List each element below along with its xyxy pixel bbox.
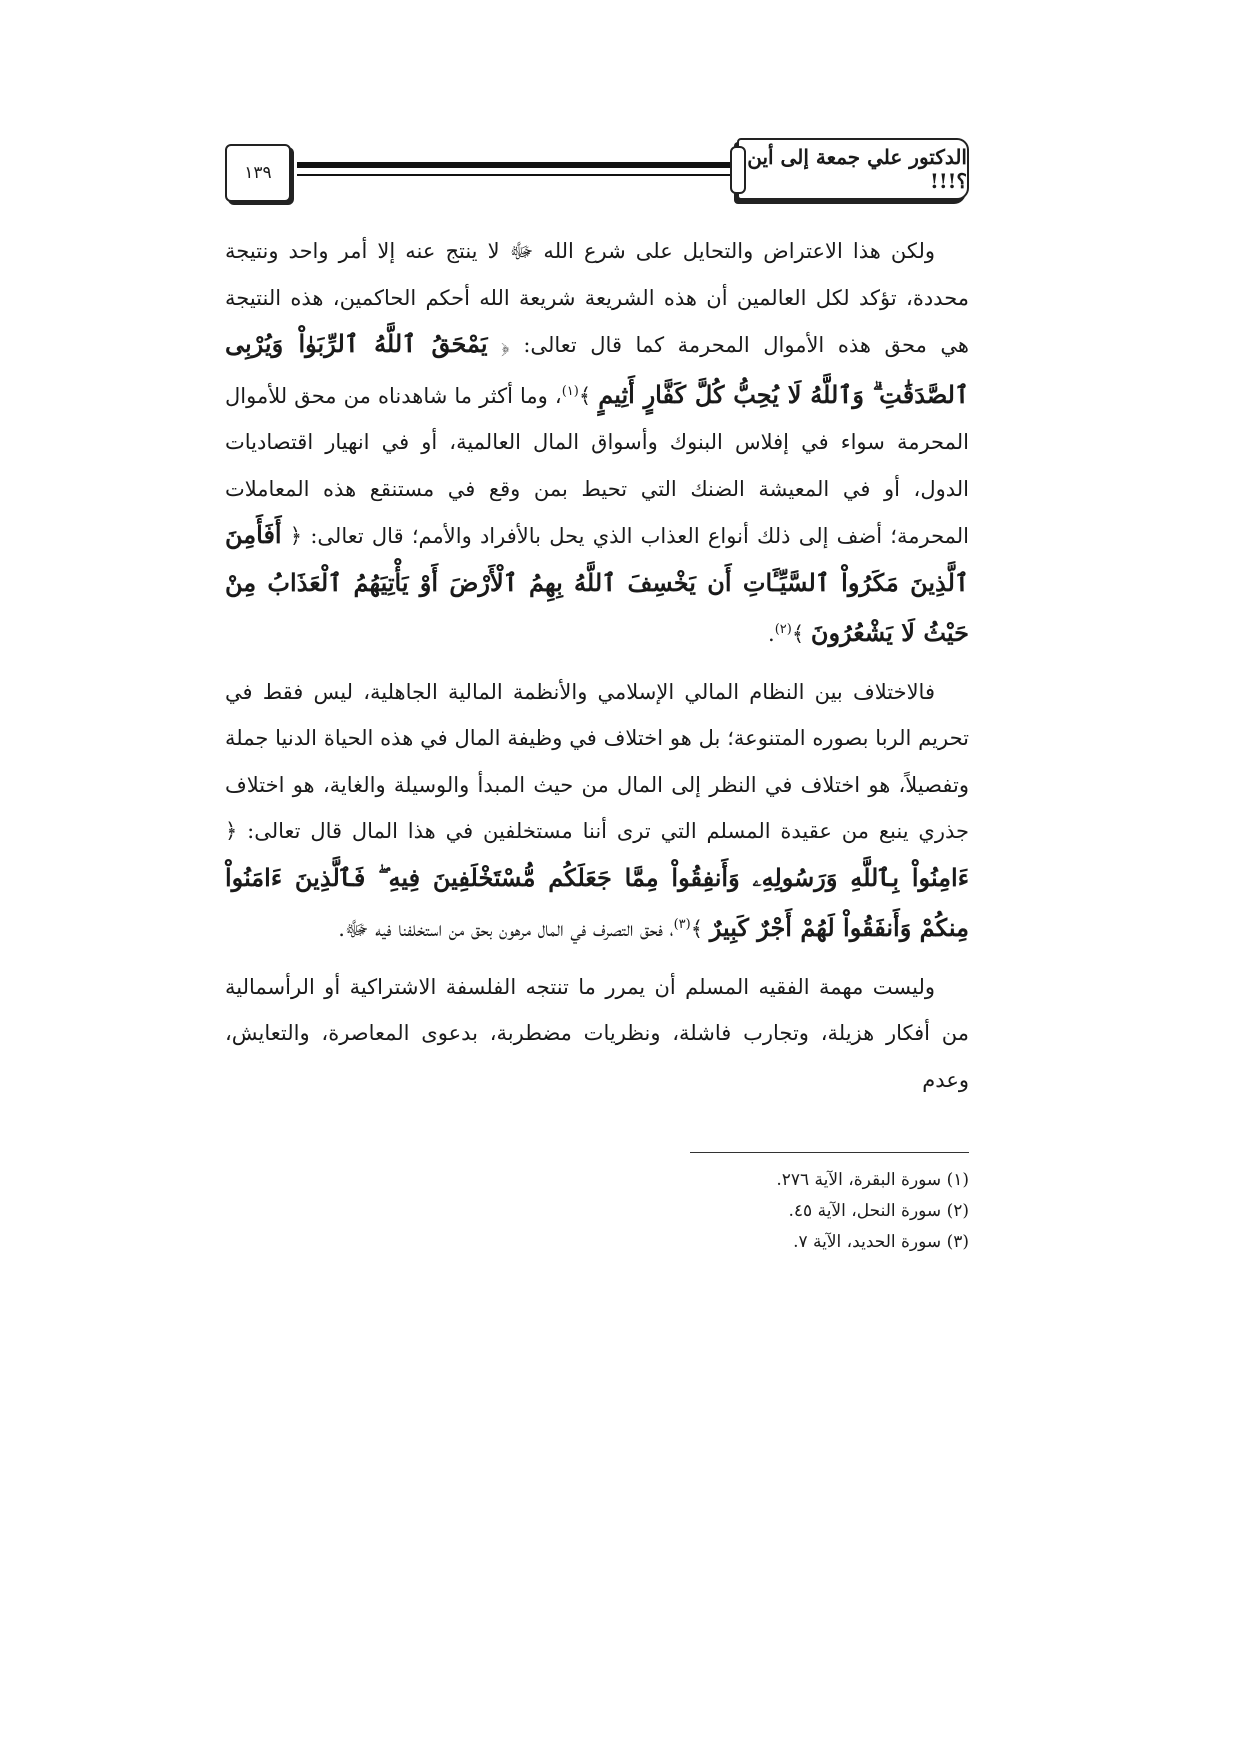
footnote-2: (٢) سورة النحل، الآية ٤٥. xyxy=(788,1201,969,1221)
paragraph-text: ولكن هذا الاعتراض والتحايل على شرع الله ﷻ لا ينتج عنه إلا أمر واحد ونتيجة محددة، تؤكد لكل العالمين أن هذه الشريعة شريعة الله أحكم الحاكمين، هذه النتيجة هي محق هذه الأموال المحرمة كما قال تعالى: ﴿ xyxy=(225,239,969,357)
paragraph-text: وليست مهمة الفقيه المسلم أن يمرر ما تنتجه الفلسفة الاشتراكية أو الرأسمالية من أفكار هزيلة، وتجارب فاشلة، ونظريات مضطربة، بدعوى المعاصرة، والتعايش، وعدم xyxy=(225,974,969,1092)
footnotes xyxy=(560,1165,969,1258)
quran-verse: يَمْحَقُ ٱللَّهُ ٱلرِّبَوٰاْ وَيُرْبِى ٱلصَّدَقَٰتِ ۗ وَٱللَّهُ لَا يُحِبُّ كُلَّ كَفَّارٍ أَثِيمٍ xyxy=(225,329,970,409)
paragraph-text: ، وما أكثر ما شاهدناه من محق للأموال المحرمة سواء في إفلاس البنوك وأسواق المال العالمية، أو في انهيار اقتصاديات الدول، أو في المعيشة الضنك التي تحيط بمن وقع في مستنقع هذه المعاملات المحرمة؛ أضف إلى ذلك أنواع العذاب الذي يحل بالأفراد والأمم؛ قال تعالى: ﴿ xyxy=(225,383,969,548)
footnote-ref: (٢) xyxy=(774,622,792,637)
bracket: ﴾ xyxy=(690,917,710,941)
running-title: الدكتور علي جمعة إلى أين ؟!!! xyxy=(747,145,967,193)
running-title-scroll xyxy=(737,138,969,200)
paragraph-text: . xyxy=(768,622,775,646)
paragraph-3 xyxy=(225,964,969,1104)
footnote-ref: (١) xyxy=(561,383,579,399)
bracket: ﴾ xyxy=(578,383,599,408)
paragraph-text: ، فحق التصرف في المال مرهون بحق من استخلفنا فيه ﷻ. xyxy=(338,917,674,941)
footnote-separator xyxy=(690,1152,969,1153)
quran-verse: أَفَأَمِنَ ٱلَّذِينَ مَكَرُواْ ٱلسَّيِّـَٔاتِ أَن يَخْسِفَ ٱللَّهُ بِهِمُ ٱلْأَرْضَ أَوْ يَأْتِيَهُمُ ٱلْعَذَابُ مِنْ حَيْثُ لَا يَشْعُرُونَ xyxy=(225,520,969,647)
paragraph-1 xyxy=(225,228,969,658)
paragraph-text: فالاختلاف بين النظام المالي الإسلامي والأنظمة المالية الجاهلية، ليس فقط في تحريم الربا بصوره المتنوعة؛ بل هو اختلاف في وظيفة المال في هذه الحياة الدنيا جملة وتفصيلاً، هو اختلاف في النظر إلى المال من حيث المبدأ والوسيلة والغاية، هو اختلاف جذري ينبع من عقيدة المسلم التي ترى أننا مستخلفين في هذا المال قال تعالى: ﴿ xyxy=(225,679,969,843)
footnote-1: (١) سورة البقرة، الآية ٢٧٦. xyxy=(776,1170,969,1190)
page-header xyxy=(225,138,969,208)
footnote-ref: (٣) xyxy=(673,917,691,932)
bracket: ﴾ xyxy=(791,622,811,646)
quran-verse: ءَامِنُواْ بِٱللَّهِ وَرَسُولِهِۦ وَأَنفِقُواْ مِمَّا جَعَلَكُم مُّسْتَخْلَفِينَ فِيهِ ۖ فَٱلَّذِينَ ءَامَنُواْ مِنكُمْ وَأَنفَقُواْ لَهُمْ أَجْرٌ كَبِيرٌ xyxy=(225,862,969,942)
footnote-3: (٣) سورة الحديد، الآية ٧. xyxy=(793,1232,969,1252)
page-body xyxy=(225,228,969,1114)
paragraph-2 xyxy=(225,669,969,953)
header-rule-thick xyxy=(297,162,749,168)
page-number: ١٣٩ xyxy=(225,144,291,202)
header-rule-thin xyxy=(297,174,749,176)
